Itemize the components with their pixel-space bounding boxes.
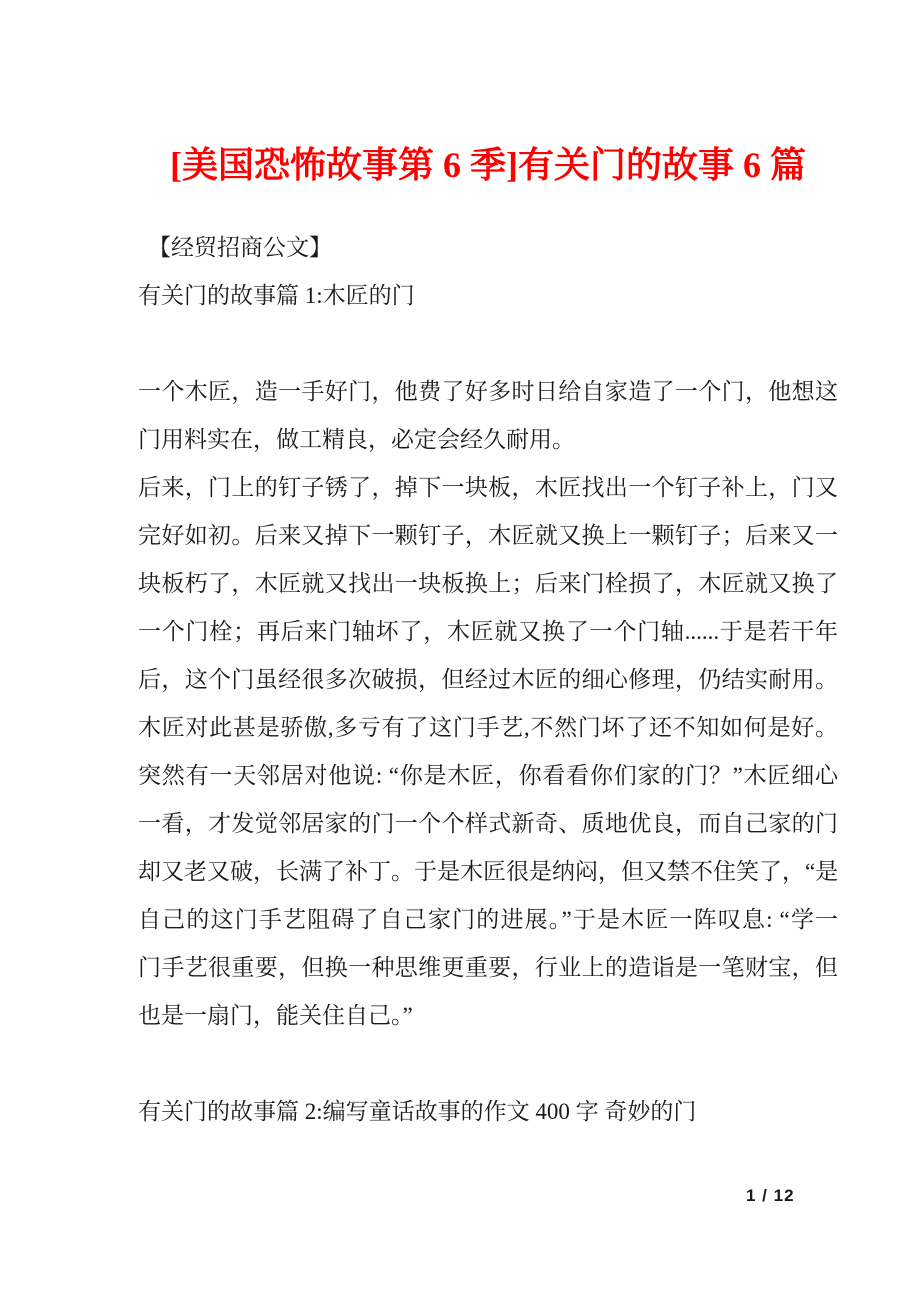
page-number: 1 / 12 <box>746 1186 795 1205</box>
category-label: 【经贸招商公文】 <box>148 235 332 260</box>
body-line: 块板朽了，木匠就又找出一块板换上；后来门栓损了，木匠就又换了 <box>138 571 838 596</box>
document-body <box>138 224 838 1136</box>
blank-line <box>138 320 838 368</box>
body-line: 完好如初。后来又掉下一颗钉子，木匠就又换上一颗钉子；后来又一 <box>138 523 838 548</box>
body-line: 木匠对此甚是骄傲,多亏有了这门手艺,不然门坏了还不知如何是好。 <box>138 715 838 740</box>
body-line: 却又老又破，长满了补丁。于是木匠很是纳闷，但又禁不住笑了，“是 <box>138 859 839 884</box>
body-line: 一个木匠，造一手好门，他费了好多时日给自家造了一个门，他想这 <box>138 379 838 404</box>
body-line: 门用料实在，做工精良，必定会经久耐用。 <box>138 427 575 452</box>
page-title: [美国恐怖故事第 6 季]有关门的故事 6 篇 <box>170 145 806 185</box>
blank-line <box>138 1040 838 1088</box>
body-line: 一个门栓；再后来门轴坏了，木匠就又换了一个门轴......于是若干年 <box>138 619 838 644</box>
body-line: 门手艺很重要，但换一种思维更重要，行业上的造诣是一笔财宝，但 <box>138 955 838 980</box>
body-line: 也是一扇门，能关住自己。” <box>138 1003 413 1028</box>
body-line: 突然有一天邻居对他说: “你是木匠，你看看你们家的门？”木匠细心 <box>138 763 838 788</box>
body-line: 自己的这门手艺阻碍了自己家门的进展。”于是木匠一阵叹息: “学一 <box>138 907 838 932</box>
body-line: 后，这个门虽经很多次破损，但经过木匠的细心修理，仍结实耐用。 <box>138 667 838 692</box>
section-1-heading: 有关门的故事篇 1:木匠的门 <box>138 283 415 308</box>
body-line: 后来，门上的钉子锈了，掉下一块板，木匠找出一个钉子补上，门又 <box>138 475 838 500</box>
body-line: 一看，才发觉邻居家的门一个个样式新奇、质地优良，而自己家的门 <box>138 811 838 836</box>
section-2-heading: 有关门的故事篇 2:编写童话故事的作文 400 字 奇妙的门 <box>138 1099 697 1124</box>
